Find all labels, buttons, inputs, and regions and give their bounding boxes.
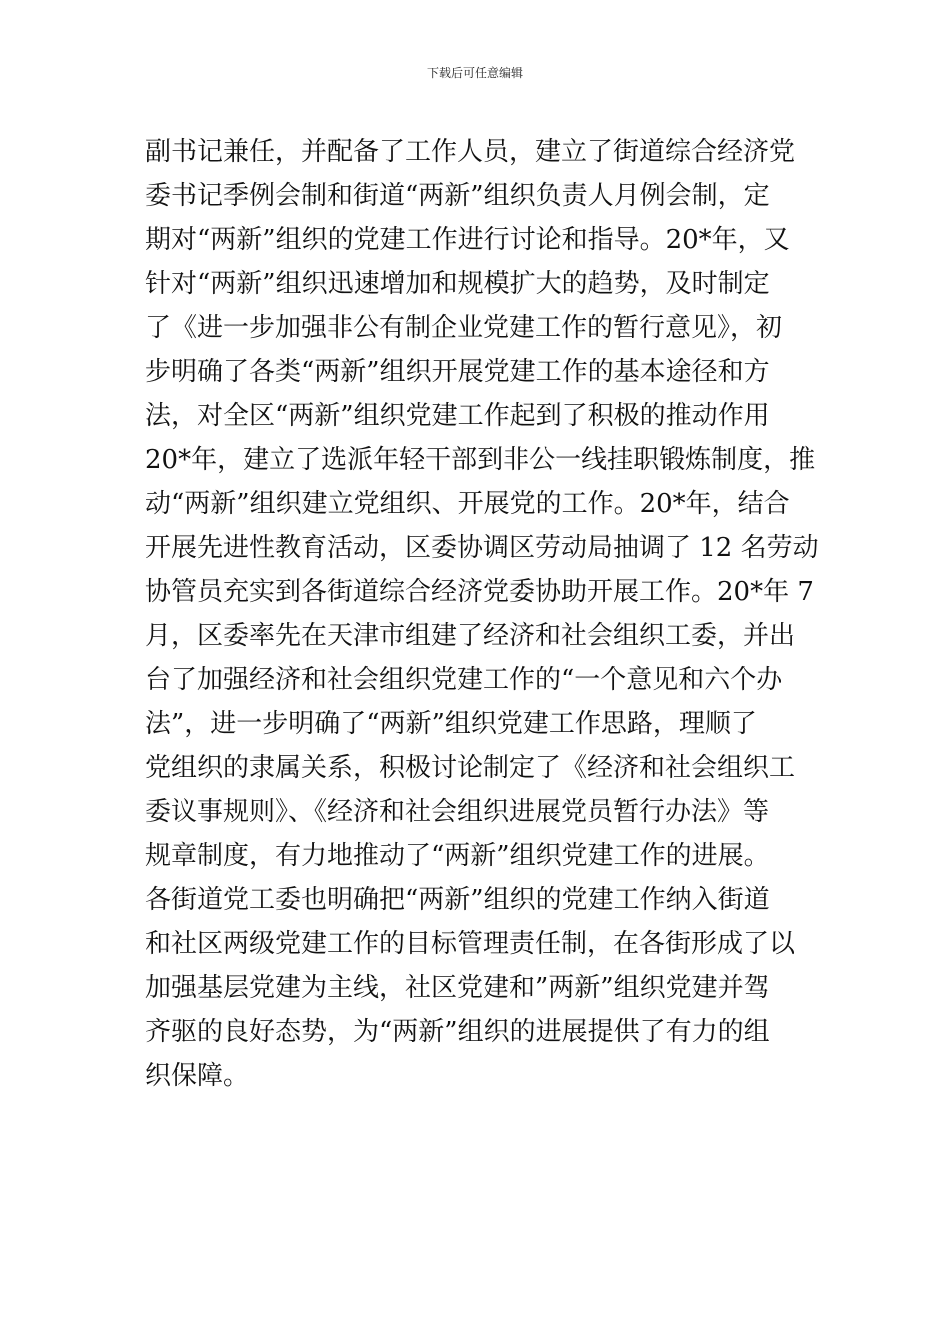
text-line: 委议事规则》、《经济和社会组织进展党员暂行办法》等 [145,797,770,827]
text-line: 台了加强经济和社会组织党建工作的“一个意见和六个办 [145,665,783,695]
text-line: 委书记季例会制和街道“两新”组织负责人月例会制，定 [145,181,770,211]
text-line: 规章制度，有力地推动了“两新”组织党建工作的进展。 [145,841,770,871]
text-line: 织保障。 [145,1061,250,1091]
page-header: 下载后可任意编辑 [426,66,523,80]
text-line: 动“两新”组织建立党组织、开展党的工作。20*年，结合 [145,489,790,519]
text-line: 协管员充实到各街道综合经济党委协助开展工作。20*年 7 [145,577,814,607]
text-line: 期对“两新”组织的党建工作进行讨论和指导。20*年，又 [145,225,790,255]
text-line: 步明确了各类“两新”组织开展党建工作的基本途径和方 [145,357,770,387]
document-body [145,130,819,1098]
text-line: 法，对全区“两新”组织党建工作起到了积极的推动作用 [145,401,770,431]
text-line: 开展先进性教育活动，区委协调区劳动局抽调了 12 名劳动 [145,533,819,563]
text-line: 月，区委率先在天津市组建了经济和社会组织工委，并出 [145,621,796,651]
text-line: 各街道党工委也明确把“两新”组织的党建工作纳入街道 [145,885,770,915]
text-line: 了《进一步加强非公有制企业党建工作的暂行意见》，初 [145,313,783,343]
text-line: 20*年，建立了选派年轻干部到非公一线挂职锻炼制度，推 [145,445,816,475]
text-line: 法”，进一步明确了“两新”组织党建工作思路，理顺了 [145,709,757,739]
text-line: 针对“两新”组织迅速增加和规模扩大的趋势，及时制定 [145,269,770,299]
text-line: 和社区两级党建工作的目标管理责任制，在各街形成了以 [145,929,796,959]
text-line: 副书记兼任，并配备了工作人员，建立了街道综合经济党 [145,137,796,167]
text-line: 齐驱的良好态势，为“两新”组织的进展提供了有力的组 [145,1017,770,1047]
text-line: 党组织的隶属关系，积极讨论制定了《经济和社会组织工 [145,753,796,783]
text-line: 加强基层党建为主线，社区党建和”两新”组织党建并驾 [145,973,770,1003]
